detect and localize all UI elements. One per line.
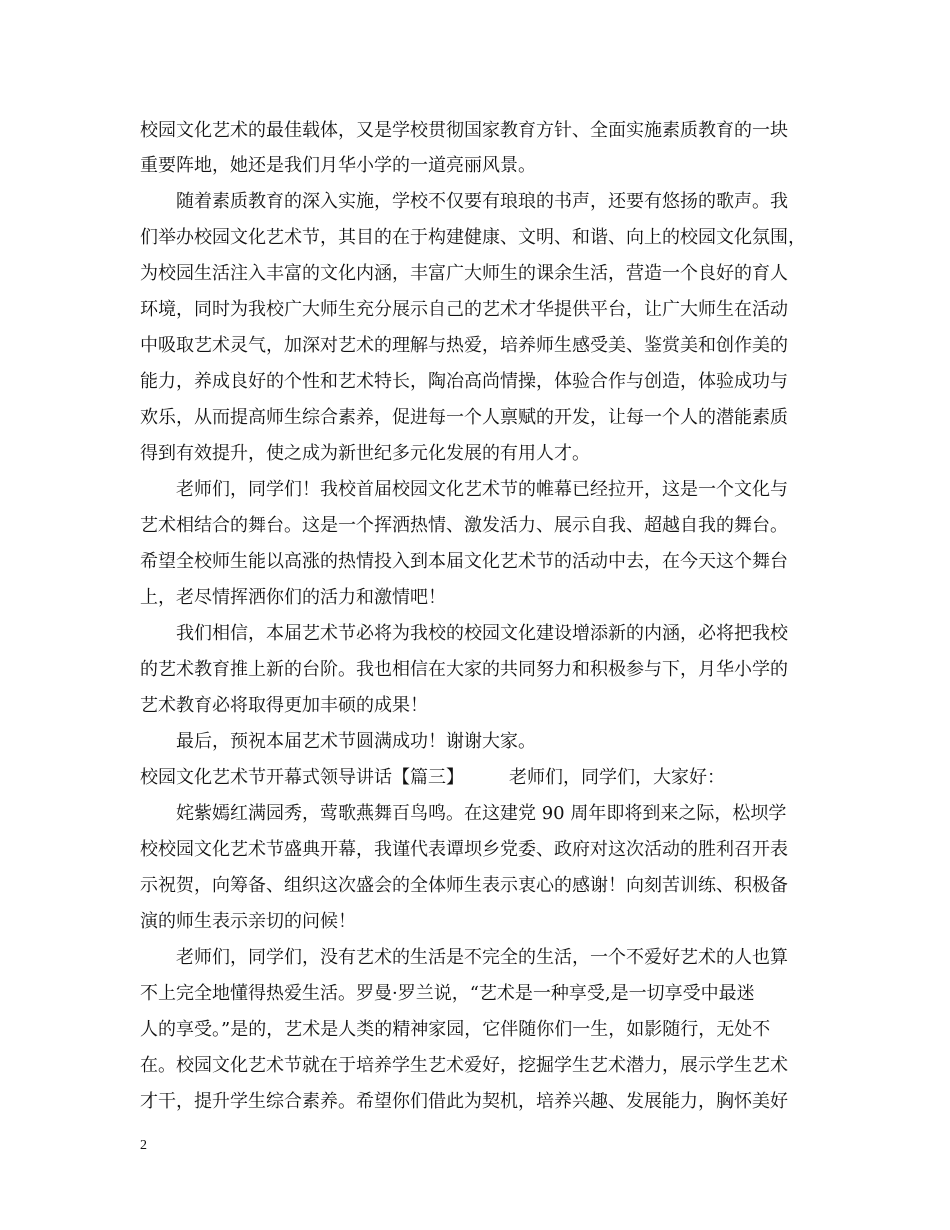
- text-line: 才干，提升学生综合素养。希望你们借此为契机，培养兴趣、发展能力，胸怀美好: [140, 1091, 788, 1112]
- section-heading-line: 校园文化艺术节开幕式领导讲话【篇三】 老师们，同学们，大家好：: [140, 767, 725, 788]
- text-line: 校校园文化艺术节盛典开幕，我谨代表谭坝乡党委、政府对这次活动的胜利召开表: [140, 839, 788, 860]
- text-line: 我们相信，本届艺术节必将为我校的校园文化建设增添新的内涵，必将把我校: [140, 623, 788, 644]
- text-line: 中吸取艺术灵气，加深对艺术的理解与热爱，培养师生感受美、鉴赏美和创作美的: [140, 335, 788, 356]
- text-line: 艺术教育必将取得更加丰硕的成果！: [140, 695, 428, 716]
- text-line: 们举办校园文化艺术节，其目的在于构建健康、文明、和谐、向上的校园文化氛围，: [140, 227, 806, 248]
- text-line: 最后，预祝本届艺术节圆满成功！谢谢大家。: [140, 731, 536, 752]
- page-number: 2: [140, 1138, 147, 1153]
- text-line: 在。校园文化艺术节就在于培养学生艺术爱好，挖掘学生艺术潜力，展示学生艺术: [140, 1055, 788, 1076]
- text-line: 演的师生表示亲切的问候！: [140, 911, 356, 932]
- text-line: 能力，养成良好的个性和艺术特长，陶冶高尚情操，体验合作与创造，体验成功与: [140, 371, 788, 392]
- text-line: 老师们，同学们，没有艺术的生活是不完全的生活，一个不爱好艺术的人也算: [140, 947, 788, 968]
- text-line: 艺术相结合的舞台。这是一个挥洒热情、激发活力、展示自我、超越自我的舞台。: [140, 515, 788, 536]
- text-line: 为校园生活注入丰富的文化内涵，丰富广大师生的课余生活，营造一个良好的育人: [140, 263, 788, 284]
- text-line: 希望全校师生能以高涨的热情投入到本届文化艺术节的活动中去，在今天这个舞台: [140, 551, 788, 572]
- text-line: 示祝贺，向筹备、组织这次盛会的全体师生表示衷心的感谢！向刻苦训练、积极备: [140, 875, 788, 896]
- text-line: 不上完全地懂得热爱生活。罗曼·罗兰说，“艺术是一种享受,是一切享受中最迷: [140, 983, 755, 1004]
- text-line: 老师们，同学们！我校首届校园文化艺术节的帷幕已经拉开，这是一个文化与: [140, 479, 788, 500]
- text-line: 校园文化艺术的最佳载体，又是学校贯彻国家教育方针、全面实施素质教育的一块: [140, 120, 788, 141]
- text-line: 重要阵地，她还是我们月华小学的一道亮丽风景。: [140, 155, 536, 176]
- text-line: 得到有效提升，使之成为新世纪多元化发展的有用人才。: [140, 443, 590, 464]
- text-line: 的艺术教育推上新的台阶。我也相信在大家的共同努力和积极参与下，月华小学的: [140, 659, 788, 680]
- text-line: 欢乐，从而提高师生综合素养，促进每一个人禀赋的开发，让每一个人的潜能素质: [140, 407, 788, 428]
- text-line: 环境，同时为我校广大师生充分展示自己的艺术才华提供平台，让广大师生在活动: [140, 299, 788, 320]
- text-line: 随着素质教育的深入实施，学校不仅要有琅琅的书声，还要有悠扬的歌声。我: [140, 191, 788, 212]
- text-line: 姹紫嫣红满园秀，莺歌燕舞百鸟鸣。在这建党 90 周年即将到来之际，松坝学: [140, 803, 787, 824]
- text-line: 人的享受。”是的，艺术是人类的精神家园，它伴随你们一生，如影随行，无处不: [140, 1019, 771, 1040]
- text-line: 上，老尽情挥洒你们的活力和激情吧！: [140, 587, 446, 608]
